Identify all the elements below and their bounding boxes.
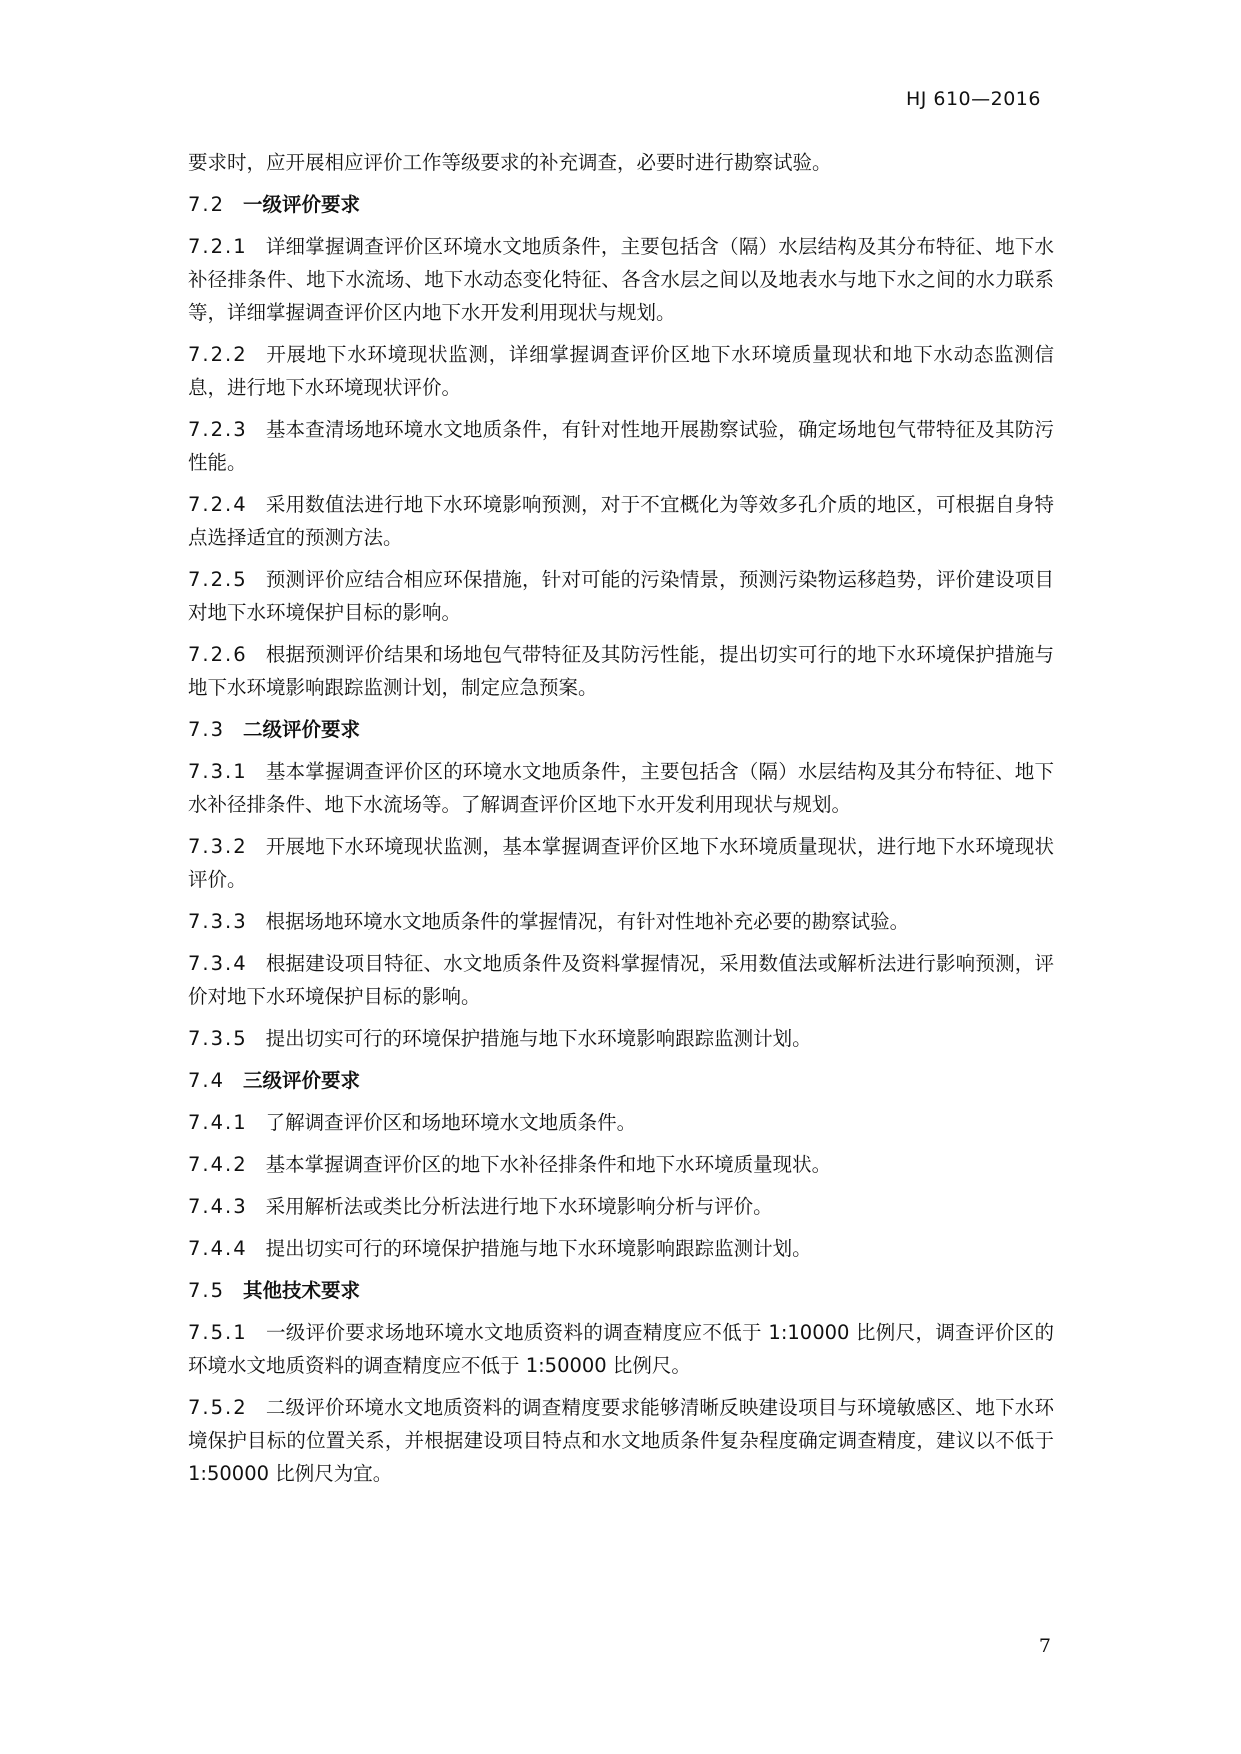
clause-7-2-5 bbox=[188, 563, 1054, 629]
clause-number: 7.3.2 bbox=[188, 835, 248, 858]
section-title: 三级评价要求 bbox=[243, 1069, 361, 1092]
clause-number: 7.4.4 bbox=[188, 1237, 248, 1260]
document-code: HJ 610—2016 bbox=[905, 88, 1041, 110]
clause-text: 预测评价应结合相应环保措施，针对可能的污染情景，预测污染物运移趋势，评价建设项目对地下水环境保护目标的影响。 bbox=[188, 568, 1054, 624]
clause-number: 7.3.3 bbox=[188, 910, 248, 933]
clause-7-4-2 bbox=[188, 1148, 1054, 1181]
clause-text: 详细掌握调查评价区环境水文地质条件，主要包括含（隔）水层结构及其分布特征、地下水补径排条件、地下水流场、地下水动态变化特征、各含水层之间以及地表水与地下水之间的水力联系等，详细掌握调查评价区内地下水开发利用现状与规划。 bbox=[188, 235, 1054, 324]
clause-text: 根据建设项目特征、水文地质条件及资料掌握情况，采用数值法或解析法进行影响预测，评价对地下水环境保护目标的影响。 bbox=[188, 952, 1054, 1008]
clause-7-5-1 bbox=[188, 1316, 1054, 1382]
clause-number: 7.2.4 bbox=[188, 493, 248, 516]
section-number: 7.5 bbox=[188, 1279, 226, 1302]
clause-7-4-4 bbox=[188, 1232, 1054, 1265]
clause-text: 提出切实可行的环境保护措施与地下水环境影响跟踪监测计划。 bbox=[265, 1027, 812, 1050]
intro-paragraph: 要求时，应开展相应评价工作等级要求的补充调查，必要时进行勘察试验。 bbox=[188, 151, 832, 174]
section-heading-7-2 bbox=[188, 188, 1054, 221]
section-number: 7.3 bbox=[188, 718, 226, 741]
clause-7-3-2 bbox=[188, 830, 1054, 896]
clause-text: 开展地下水环境现状监测，基本掌握调查评价区地下水环境质量现状，进行地下水环境现状评价。 bbox=[188, 835, 1054, 891]
section-heading-7-5 bbox=[188, 1274, 1054, 1307]
clause-7-3-3 bbox=[188, 905, 1054, 938]
section-number: 7.2 bbox=[188, 193, 226, 216]
clause-text: 二级评价环境水文地质资料的调查精度要求能够清晰反映建设项目与环境敏感区、地下水环境保护目标的位置关系，并根据建设项目特点和水文地质条件复杂程度确定调查精度，建议以不低于 1:50000 比例尺为宜。 bbox=[188, 1396, 1054, 1485]
clause-7-5-2 bbox=[188, 1391, 1054, 1490]
page-number: 7 bbox=[1038, 1635, 1051, 1657]
clause-text: 基本掌握调查评价区的地下水补径排条件和地下水环境质量现状。 bbox=[265, 1153, 832, 1176]
section-title: 二级评价要求 bbox=[243, 718, 361, 741]
clause-7-2-4 bbox=[188, 488, 1054, 554]
clause-7-4-1 bbox=[188, 1106, 1054, 1139]
clause-text: 基本掌握调查评价区的环境水文地质条件，主要包括含（隔）水层结构及其分布特征、地下水补径排条件、地下水流场等。了解调查评价区地下水开发利用现状与规划。 bbox=[188, 760, 1054, 816]
section-title: 一级评价要求 bbox=[243, 193, 361, 216]
clause-text: 一级评价要求场地环境水文地质资料的调查精度应不低于 1:10000 比例尺，调查评价区的环境水文地质资料的调查精度应不低于 1:50000 比例尺。 bbox=[188, 1321, 1055, 1377]
section-title: 其他技术要求 bbox=[243, 1279, 361, 1302]
section-heading-7-3 bbox=[188, 713, 1054, 746]
clause-text: 了解调查评价区和场地环境水文地质条件。 bbox=[265, 1111, 637, 1134]
clause-number: 7.2.2 bbox=[188, 343, 248, 366]
clause-text: 根据场地环境水文地质条件的掌握情况，有针对性地补充必要的勘察试验。 bbox=[265, 910, 910, 933]
clause-text: 采用解析法或类比分析法进行地下水环境影响分析与评价。 bbox=[265, 1195, 773, 1218]
clause-number: 7.4.1 bbox=[188, 1111, 248, 1134]
clause-number: 7.4.2 bbox=[188, 1153, 248, 1176]
clause-number: 7.3.5 bbox=[188, 1027, 248, 1050]
clause-text: 开展地下水环境现状监测，详细掌握调查评价区地下水环境质量现状和地下水动态监测信息，进行地下水环境现状评价。 bbox=[188, 343, 1054, 399]
clause-number: 7.2.6 bbox=[188, 643, 248, 666]
clause-7-4-3 bbox=[188, 1190, 1054, 1223]
section-heading-7-4 bbox=[188, 1064, 1054, 1097]
clause-number: 7.4.3 bbox=[188, 1195, 248, 1218]
clause-7-2-6 bbox=[188, 638, 1054, 704]
clause-number: 7.5.2 bbox=[188, 1396, 248, 1419]
clause-7-3-5 bbox=[188, 1022, 1054, 1055]
clause-7-2-1 bbox=[188, 230, 1054, 329]
clause-number: 7.5.1 bbox=[188, 1321, 248, 1344]
clause-7-3-1 bbox=[188, 755, 1054, 821]
section-number: 7.4 bbox=[188, 1069, 226, 1092]
clause-text: 提出切实可行的环境保护措施与地下水环境影响跟踪监测计划。 bbox=[265, 1237, 812, 1260]
clause-7-2-3 bbox=[188, 413, 1054, 479]
clause-text: 基本查清场地环境水文地质条件，有针对性地开展勘察试验，确定场地包气带特征及其防污性能。 bbox=[188, 418, 1054, 474]
clause-text: 采用数值法进行地下水环境影响预测，对于不宜概化为等效多孔介质的地区，可根据自身特点选择适宜的预测方法。 bbox=[188, 493, 1054, 549]
clause-7-3-4 bbox=[188, 947, 1054, 1013]
clause-number: 7.2.5 bbox=[188, 568, 248, 591]
clause-text: 根据预测评价结果和场地包气带特征及其防污性能，提出切实可行的地下水环境保护措施与地下水环境影响跟踪监测计划，制定应急预案。 bbox=[188, 643, 1054, 699]
clause-7-2-2 bbox=[188, 338, 1054, 404]
clause-number: 7.3.4 bbox=[188, 952, 248, 975]
document-body bbox=[188, 146, 1054, 1499]
clause-number: 7.2.3 bbox=[188, 418, 248, 441]
clause-number: 7.3.1 bbox=[188, 760, 248, 783]
clause-number: 7.2.1 bbox=[188, 235, 248, 258]
